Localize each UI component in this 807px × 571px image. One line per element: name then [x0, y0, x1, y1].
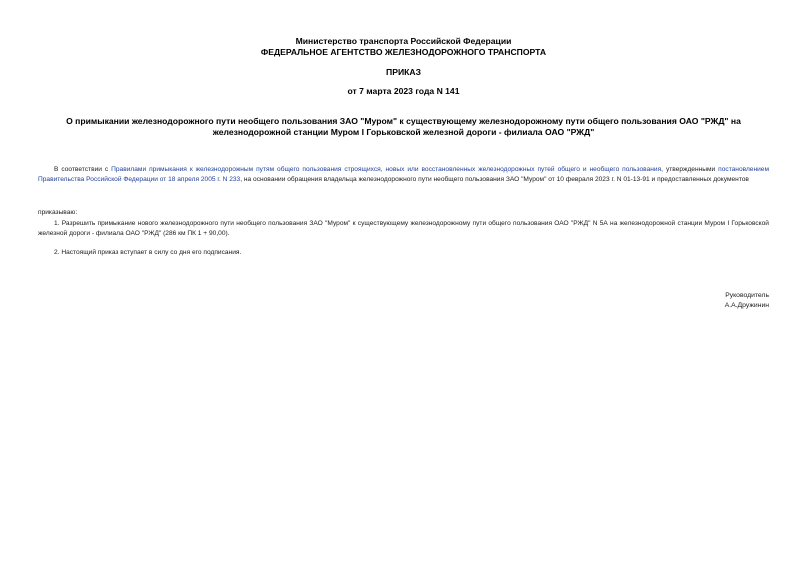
preamble-text-3: , на основании обращения владельца железнодорожного пути необщего пользования ЗАО "Муром" от 10 февраля 2023 г. N 01-13-91 и предоставленных документов: [240, 176, 749, 183]
rules-link[interactable]: Правилами примыкания к железнодорожным путям общего пользования строящихся, новых или восстановленных железнодорожных путей общего и необщего пользования: [111, 166, 662, 173]
government-decree-link[interactable]: постановлением Правительства Российской Федерации от 18 апреля 2005 г. N 233: [38, 166, 770, 183]
document-title: О примыкании железнодорожного пути необщего пользования ЗАО "Муром" к существующему железнодорожному пути общего пользования ОАО "РЖД" на железнодорожной станции Муром I Горьковской железной дороги - филиала ОАО "РЖД": [66, 116, 741, 137]
preamble-text-1: В соответствии с: [54, 166, 112, 173]
order-word: приказываю:: [38, 209, 78, 216]
document-type: ПРИКАЗ: [386, 67, 421, 77]
preamble-text-2: , утвержденными: [661, 166, 719, 173]
preamble-paragraph: [38, 165, 769, 185]
ministry-name: Министерство транспорта Российской Федерации: [295, 36, 512, 46]
document-date-number: от 7 марта 2023 года N 141: [347, 86, 460, 96]
order-item-2: 2. Настоящий приказ вступает в силу со дня его подписания.: [54, 249, 242, 256]
order-item-1: 1. Разрешить примыкание нового железнодорожного пути необщего пользования ЗАО "Муром" к существующему железнодорожному пути общего пользования ОАО "РЖД" N 5А на железнодорожной станции Муром I Горьковской железной дороги - филиала ОАО "РЖД" (286 км ПК 1 + 90,00).: [38, 220, 769, 237]
signature-name: А.А.Дружинин: [724, 302, 769, 309]
agency-name: ФЕДЕРАЛЬНОЕ АГЕНТСТВО ЖЕЛЕЗНОДОРОЖНОГО ТРАНСПОРТА: [260, 47, 547, 57]
signature-position: Руководитель: [725, 292, 769, 299]
